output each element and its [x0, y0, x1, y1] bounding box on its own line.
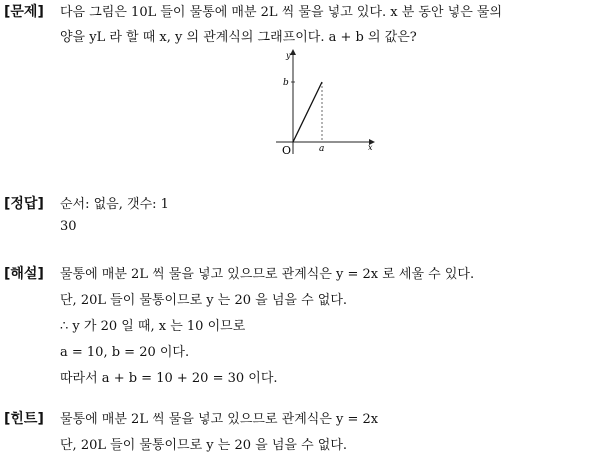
function-line [293, 82, 322, 142]
x-axis-label: x [368, 143, 373, 152]
answer-value: 30 [60, 219, 77, 234]
y-axis-label: y [286, 51, 291, 60]
explanation-line-1: 물통에 매분 2L 씩 물을 넣고 있으므로 관계식은 y = 2x 로 세울 수 있다. [60, 267, 475, 282]
explanation-tag: [해설] [4, 266, 44, 282]
explanation-line-3: ∴ y 가 20 일 때, x 는 10 이므로 [60, 319, 246, 334]
hint-line-2: 단, 20L 들이 물통이므로 y 는 20 을 넘을 수 없다. [60, 438, 348, 453]
y-tick-label: b [283, 78, 289, 88]
hint-tag: [힌트] [4, 411, 44, 427]
problem-line-1: 다음 그림은 10L 들이 물통에 매분 2L 씩 물을 넣고 있다. x 분 동안 넣은 물의 [60, 5, 503, 20]
origin-label: O [282, 144, 292, 157]
x-tick-label: a [319, 144, 325, 154]
problem-tag: [문제] [4, 4, 44, 20]
explanation-line-4: a = 10, b = 20 이다. [60, 345, 190, 360]
answer-tag: [정답] [4, 196, 44, 212]
answer-line-1: 순서: 없음, 갯수: 1 [60, 197, 169, 212]
explanation-line-2: 단, 20L 들이 물통이므로 y 는 20 을 넘을 수 없다. [60, 293, 348, 308]
hint-line-1: 물통에 매분 2L 씩 물을 넣고 있으므로 관계식은 y = 2x [60, 412, 379, 427]
relation-graph [270, 46, 380, 158]
problem-line-2: 양을 yL 라 할 때 x, y 의 관계식의 그래프이다. a + b 의 값은? [60, 30, 417, 45]
explanation-line-5: 따라서 a + b = 10 + 20 = 30 이다. [60, 371, 278, 386]
